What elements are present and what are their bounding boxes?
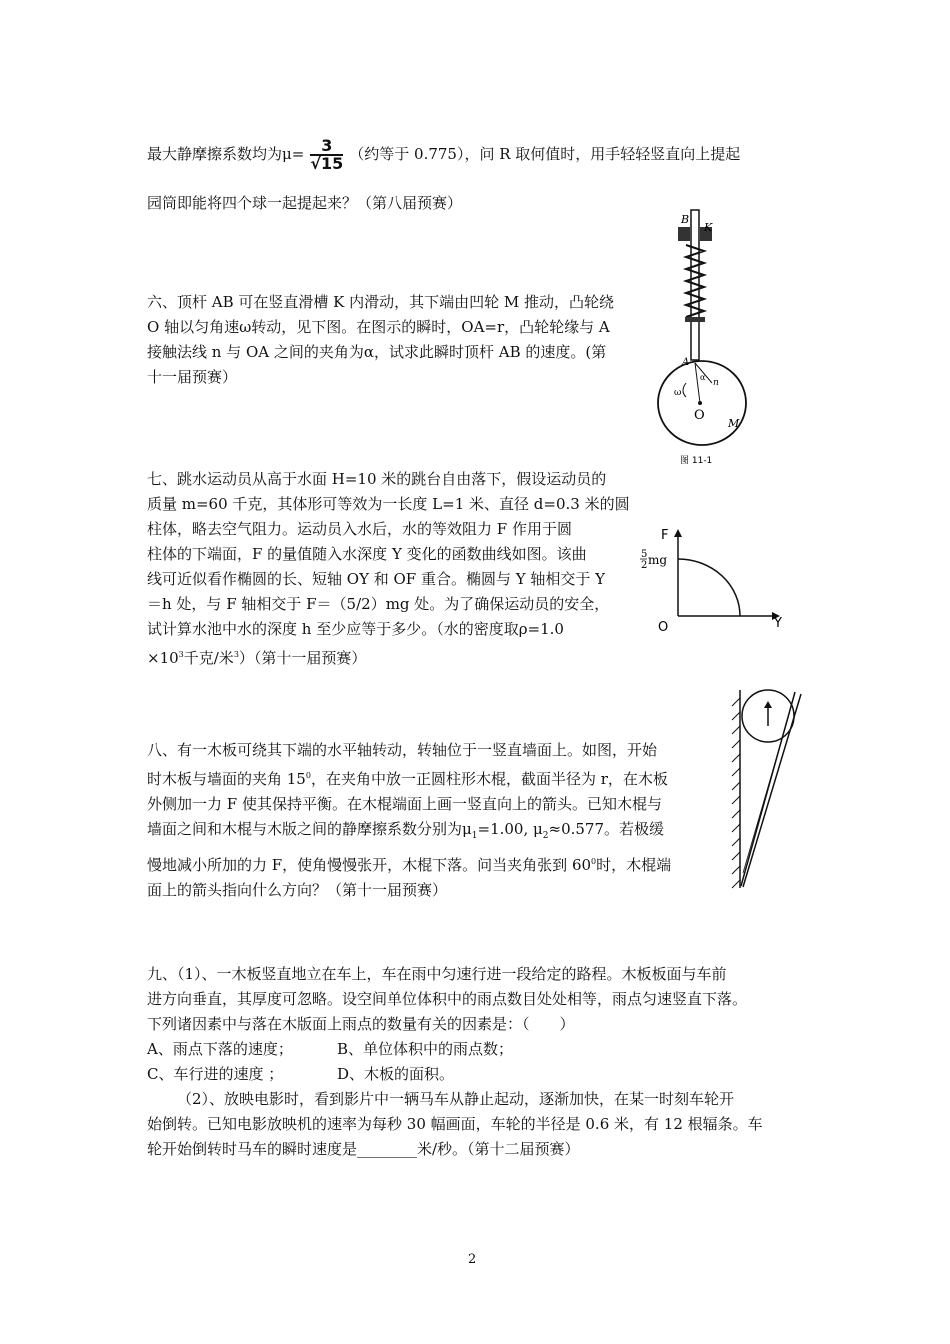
q7-line: 线可近似看作椭圆的长、短轴 OY 和 OF 重合。椭圆与 Y 轴相交于 Y <box>147 570 606 588</box>
q8-paragraph <box>147 738 671 903</box>
q7-line: 柱体，略去空气阻力。运动员入水后，水的等效阻力 F 作用于圆 <box>147 520 572 538</box>
q7-line: ＝h 处，与 F 轴相交于 F＝（5/2）mg 处。为了确保运动员的安全， <box>147 595 610 613</box>
q9-paragraph <box>147 962 763 1162</box>
label-b: B <box>681 213 690 226</box>
ellipse-curve <box>678 559 740 616</box>
q6-line: 六、顶杆 AB 可在竖直滑槽 K 内滑动，其下端由凹轮 M 推动，凸轮绕 <box>147 293 615 311</box>
q8-text: ，在夹角中放一正圆柱形木棍，截面半径为 r，在木板 <box>310 770 668 788</box>
q7-line: 质量 m=60 千克，其体形可等效为一长度 L=1 米、直径 d=0.3 米的圆 <box>147 495 630 513</box>
q7-line: 七、跳水运动员从高于水面 H=10 米的跳台自由落下，假设运动员的 <box>147 470 607 488</box>
option-d: D、木板的面积。 <box>337 1065 455 1083</box>
q8-text: 时，木棍端 <box>596 856 672 874</box>
q9-options-row <box>147 1062 763 1087</box>
q9-line: 进方向垂直，其厚度可忽略。设空间单位体积中的雨点数目处处相等，雨点匀速竖直下落。 <box>147 990 748 1008</box>
label-f: F <box>661 528 669 543</box>
q8-sub: 2 <box>542 831 549 841</box>
omega-arrow <box>683 383 686 397</box>
q8-line: 八、有一木板可绕其下端的水平轴转动，转轴位于一竖直墙面上。如图，开始 <box>147 741 658 759</box>
q7-line: 柱体的下端面，F 的量值随入水深度 Y 变化的函数曲线如图。该曲 <box>147 545 587 563</box>
q7-text: ×10 <box>147 649 179 667</box>
mu-fraction-numerator: 3 <box>310 138 343 156</box>
q9-part2-line: 始倒转。已知电影放映机的速率为每秒 30 幅画面，车轮的半径是 0.6 米，有 12 根辐条。车 <box>147 1115 763 1133</box>
q8-line: 外侧加一力 F 使其保持平衡。在木棍端面上画一竖直向上的箭头。已知木棍与 <box>147 795 662 813</box>
q8-text: 墙面之间和木棍与木版之间的静摩擦系数分别为μ <box>147 820 472 838</box>
label-o: O <box>694 408 705 423</box>
q9-part2-line: 轮开始倒转时马车的瞬时速度是________米/秒。（第十二届预赛） <box>147 1140 580 1158</box>
q8-line <box>147 817 671 849</box>
q7-sup: 3 <box>178 650 184 659</box>
q5-line-1 <box>147 138 740 172</box>
q9-line: 下列诸因素中与落在木版面上雨点的数量有关的因素是：（ ） <box>147 1015 575 1033</box>
q9-options-row <box>147 1037 763 1062</box>
q8-sup: 0 <box>591 857 597 866</box>
label-k: K <box>704 221 713 234</box>
option-a: A、雨点下落的速度； <box>147 1040 293 1058</box>
label-origin: O <box>658 620 669 635</box>
page-number: 2 <box>468 1252 477 1267</box>
q8-text: =1.00, μ <box>477 820 543 838</box>
q7-text: 千克/米 <box>183 649 234 667</box>
q8-line <box>147 763 671 792</box>
q7-text: ）（第十一届预赛） <box>238 649 367 667</box>
q5-line-2: 园筒即能将四个球一起提起来？（第八届预赛） <box>147 194 463 212</box>
q8-sup: 0 <box>305 771 311 780</box>
q8-text: ≈0.577。若极缓 <box>548 820 665 838</box>
q6-line: 十一届预赛） <box>147 368 238 386</box>
q6-line: O 轴以匀角速ω转动，见下图。在图示的瞬时，OA=r，凸轮轮缘与 A <box>147 318 610 336</box>
q7-line: 试计算水池中水的深度 h 至少应等于多少。（水的密度取ρ=1.0 <box>147 620 564 638</box>
label-mg: mg <box>648 553 668 567</box>
q9-part2-line: （2）、放映电影时，看到影片中一辆马车从静止起动，逐渐加快，在某一时刻车轮开 <box>177 1090 735 1108</box>
q5-text-a: 最大静摩擦系数均为μ= <box>147 145 305 163</box>
mu-fraction <box>310 138 343 172</box>
frac-num: 5 <box>641 549 648 560</box>
force-depth-graph <box>630 527 790 637</box>
q8-text: 时木板与墙面的夹角 15 <box>147 770 306 788</box>
q6-line: 接触法线 n 与 OA 之间的夹角为α，试求此瞬时顶杆 AB 的速度。(第 <box>147 343 607 361</box>
up-arrow-icon <box>764 701 772 708</box>
mu-fraction-denominator: √15 <box>310 154 344 173</box>
f-axis-arrow <box>674 529 682 537</box>
q8-line <box>147 849 671 878</box>
axis-o <box>698 401 702 405</box>
label-m: M <box>728 417 740 430</box>
wall-board-figure <box>728 688 808 893</box>
line-oa <box>695 363 700 403</box>
label-a: A <box>682 357 690 368</box>
q6-paragraph <box>147 290 614 390</box>
label-n: n <box>713 378 719 388</box>
q8-text: 慢地减小所加的力 F，使角慢慢张开，木棍下落。问当夹角张到 60 <box>147 856 592 874</box>
cam-pushrod-figure <box>650 205 760 465</box>
label-omega: ω <box>674 388 682 398</box>
q5-text-b: （约等于 0.775），问 R 取何值时，用手轻轻竖直向上提起 <box>349 145 741 163</box>
option-c: C、车行进的速度 ； <box>147 1065 284 1083</box>
option-b: B、单位体积中的雨点数； <box>337 1040 514 1058</box>
q7-paragraph <box>147 467 630 671</box>
q8-sub: 1 <box>471 831 478 841</box>
q9-line: 九、（1）、一木板竖直地立在车上，车在雨中匀速行进一段给定的路程。木板板面与车前 <box>147 965 727 983</box>
q7-line-last <box>147 642 630 671</box>
wall-hatching <box>732 698 740 888</box>
spring-seat <box>685 317 705 322</box>
q7-sup: 3 <box>233 650 239 659</box>
figure-caption: 图 11-1 <box>680 456 713 465</box>
label-y: Y <box>774 616 782 631</box>
q8-line: 面上的箭头指向什么方向？（第十一届预赛） <box>147 881 448 899</box>
label-alpha: α <box>700 373 706 382</box>
slide-guide-left <box>678 227 690 241</box>
frac-den: 2 <box>641 560 648 571</box>
